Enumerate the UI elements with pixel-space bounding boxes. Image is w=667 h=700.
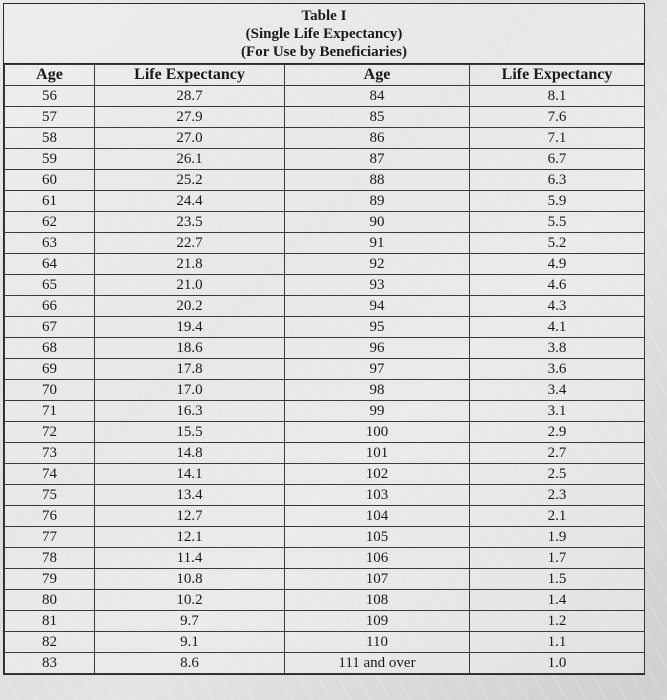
life-expectancy-cell: 4.1 xyxy=(470,317,645,338)
table-row xyxy=(5,233,645,254)
header-row xyxy=(5,65,645,86)
column-header-age-2: Age xyxy=(285,65,470,86)
column-header-age-1: Age xyxy=(5,65,95,86)
age-cell: 109 xyxy=(285,611,470,632)
life-expectancy-cell: 3.8 xyxy=(470,338,645,359)
age-cell: 108 xyxy=(285,590,470,611)
table-body xyxy=(5,86,645,674)
age-cell: 60 xyxy=(5,170,95,191)
life-expectancy-cell: 12.1 xyxy=(95,527,285,548)
life-expectancy-cell: 5.2 xyxy=(470,233,645,254)
table-row xyxy=(5,254,645,275)
age-cell: 81 xyxy=(5,611,95,632)
table-row xyxy=(5,359,645,380)
life-expectancy-cell: 22.7 xyxy=(95,233,285,254)
table-row xyxy=(5,464,645,485)
age-cell: 96 xyxy=(285,338,470,359)
life-expectancy-cell: 1.9 xyxy=(470,527,645,548)
life-expectancy-cell: 9.1 xyxy=(95,632,285,653)
age-cell: 80 xyxy=(5,590,95,611)
life-expectancy-cell: 13.4 xyxy=(95,485,285,506)
life-expectancy-cell: 16.3 xyxy=(95,401,285,422)
life-expectancy-cell: 25.2 xyxy=(95,170,285,191)
life-expectancy-cell: 4.3 xyxy=(470,296,645,317)
life-expectancy-cell: 2.5 xyxy=(470,464,645,485)
age-cell: 64 xyxy=(5,254,95,275)
life-expectancy-cell: 10.8 xyxy=(95,569,285,590)
column-header-life-expectancy-1: Life Expectancy xyxy=(95,65,285,86)
table-row xyxy=(5,590,645,611)
age-cell: 70 xyxy=(5,380,95,401)
age-cell: 65 xyxy=(5,275,95,296)
age-cell: 63 xyxy=(5,233,95,254)
life-expectancy-cell: 24.4 xyxy=(95,191,285,212)
age-cell: 74 xyxy=(5,464,95,485)
life-expectancy-cell: 5.9 xyxy=(470,191,645,212)
age-cell: 75 xyxy=(5,485,95,506)
life-expectancy-cell: 2.1 xyxy=(470,506,645,527)
life-expectancy-cell: 10.2 xyxy=(95,590,285,611)
age-cell: 85 xyxy=(285,107,470,128)
age-cell: 105 xyxy=(285,527,470,548)
life-expectancy-cell: 14.8 xyxy=(95,443,285,464)
age-cell: 104 xyxy=(285,506,470,527)
life-expectancy-cell: 4.6 xyxy=(470,275,645,296)
age-cell: 69 xyxy=(5,359,95,380)
table-row xyxy=(5,317,645,338)
table-row xyxy=(5,611,645,632)
age-cell: 83 xyxy=(5,653,95,674)
table-title xyxy=(4,4,644,64)
age-cell: 94 xyxy=(285,296,470,317)
life-expectancy-cell: 27.0 xyxy=(95,128,285,149)
life-expectancy-cell: 12.7 xyxy=(95,506,285,527)
age-cell: 66 xyxy=(5,296,95,317)
age-cell: 93 xyxy=(285,275,470,296)
age-cell: 89 xyxy=(285,191,470,212)
table-row xyxy=(5,527,645,548)
age-cell: 97 xyxy=(285,359,470,380)
age-cell: 100 xyxy=(285,422,470,443)
life-expectancy-cell: 26.1 xyxy=(95,149,285,170)
life-expectancy-cell: 2.9 xyxy=(470,422,645,443)
life-expectancy-cell: 3.1 xyxy=(470,401,645,422)
table-row xyxy=(5,443,645,464)
table-row xyxy=(5,422,645,443)
age-cell: 77 xyxy=(5,527,95,548)
age-cell: 111 and over xyxy=(285,653,470,674)
age-cell: 86 xyxy=(285,128,470,149)
age-cell: 103 xyxy=(285,485,470,506)
life-expectancy-cell: 19.4 xyxy=(95,317,285,338)
age-cell: 67 xyxy=(5,317,95,338)
life-expectancy-cell: 17.0 xyxy=(95,380,285,401)
age-cell: 76 xyxy=(5,506,95,527)
life-expectancy-cell: 27.9 xyxy=(95,107,285,128)
age-cell: 73 xyxy=(5,443,95,464)
table-title-line-1: Table I xyxy=(301,8,347,24)
age-cell: 102 xyxy=(285,464,470,485)
life-expectancy-cell: 14.1 xyxy=(95,464,285,485)
age-cell: 106 xyxy=(285,548,470,569)
life-expectancy-cell: 5.5 xyxy=(470,212,645,233)
age-cell: 98 xyxy=(285,380,470,401)
age-cell: 78 xyxy=(5,548,95,569)
table-row xyxy=(5,380,645,401)
age-cell: 90 xyxy=(285,212,470,233)
age-cell: 68 xyxy=(5,338,95,359)
table-row xyxy=(5,149,645,170)
life-expectancy-cell: 8.1 xyxy=(470,86,645,107)
life-expectancy-cell: 23.5 xyxy=(95,212,285,233)
life-expectancy-cell: 3.6 xyxy=(470,359,645,380)
age-cell: 82 xyxy=(5,632,95,653)
age-cell: 84 xyxy=(285,86,470,107)
life-expectancy-cell: 20.2 xyxy=(95,296,285,317)
life-expectancy-cell: 21.8 xyxy=(95,254,285,275)
life-expectancy-cell: 7.6 xyxy=(470,107,645,128)
life-expectancy-cell: 8.6 xyxy=(95,653,285,674)
life-expectancy-cell: 2.3 xyxy=(470,485,645,506)
table-row xyxy=(5,296,645,317)
table-row xyxy=(5,338,645,359)
age-cell: 72 xyxy=(5,422,95,443)
age-cell: 61 xyxy=(5,191,95,212)
age-cell: 71 xyxy=(5,401,95,422)
column-header-life-expectancy-2: Life Expectancy xyxy=(470,65,645,86)
life-expectancy-cell: 1.2 xyxy=(470,611,645,632)
life-expectancy-cell: 11.4 xyxy=(95,548,285,569)
life-expectancy-cell: 2.7 xyxy=(470,443,645,464)
life-expectancy-cell: 1.7 xyxy=(470,548,645,569)
age-cell: 62 xyxy=(5,212,95,233)
table-title-line-3: (For Use by Beneficiaries) xyxy=(241,44,407,60)
life-expectancy-table xyxy=(3,3,645,675)
table-row xyxy=(5,401,645,422)
life-expectancy-cell: 4.9 xyxy=(470,254,645,275)
table-row xyxy=(5,191,645,212)
table-row xyxy=(5,653,645,674)
life-expectancy-cell: 6.3 xyxy=(470,170,645,191)
life-expectancy-cell: 18.6 xyxy=(95,338,285,359)
life-expectancy-cell: 1.0 xyxy=(470,653,645,674)
age-cell: 92 xyxy=(285,254,470,275)
table-row xyxy=(5,86,645,107)
life-expectancy-cell: 9.7 xyxy=(95,611,285,632)
age-cell: 58 xyxy=(5,128,95,149)
life-expectancy-cell: 17.8 xyxy=(95,359,285,380)
table-row xyxy=(5,128,645,149)
table-row xyxy=(5,212,645,233)
life-expectancy-cell: 1.5 xyxy=(470,569,645,590)
life-expectancy-cell: 28.7 xyxy=(95,86,285,107)
life-expectancy-cell: 7.1 xyxy=(470,128,645,149)
table-row xyxy=(5,569,645,590)
life-expectancy-cell: 21.0 xyxy=(95,275,285,296)
table-row xyxy=(5,506,645,527)
life-expectancy-cell: 6.7 xyxy=(470,149,645,170)
age-cell: 91 xyxy=(285,233,470,254)
table-row xyxy=(5,548,645,569)
data-table xyxy=(4,64,645,674)
life-expectancy-cell: 1.1 xyxy=(470,632,645,653)
table-row xyxy=(5,170,645,191)
table-title-line-2: (Single Life Expectancy) xyxy=(245,26,403,42)
age-cell: 79 xyxy=(5,569,95,590)
age-cell: 57 xyxy=(5,107,95,128)
life-expectancy-cell: 1.4 xyxy=(470,590,645,611)
age-cell: 110 xyxy=(285,632,470,653)
age-cell: 99 xyxy=(285,401,470,422)
age-cell: 107 xyxy=(285,569,470,590)
table-row xyxy=(5,485,645,506)
age-cell: 95 xyxy=(285,317,470,338)
age-cell: 88 xyxy=(285,170,470,191)
age-cell: 87 xyxy=(285,149,470,170)
age-cell: 59 xyxy=(5,149,95,170)
table-row xyxy=(5,275,645,296)
life-expectancy-cell: 3.4 xyxy=(470,380,645,401)
age-cell: 56 xyxy=(5,86,95,107)
life-expectancy-cell: 15.5 xyxy=(95,422,285,443)
age-cell: 101 xyxy=(285,443,470,464)
table-row xyxy=(5,632,645,653)
table-row xyxy=(5,107,645,128)
